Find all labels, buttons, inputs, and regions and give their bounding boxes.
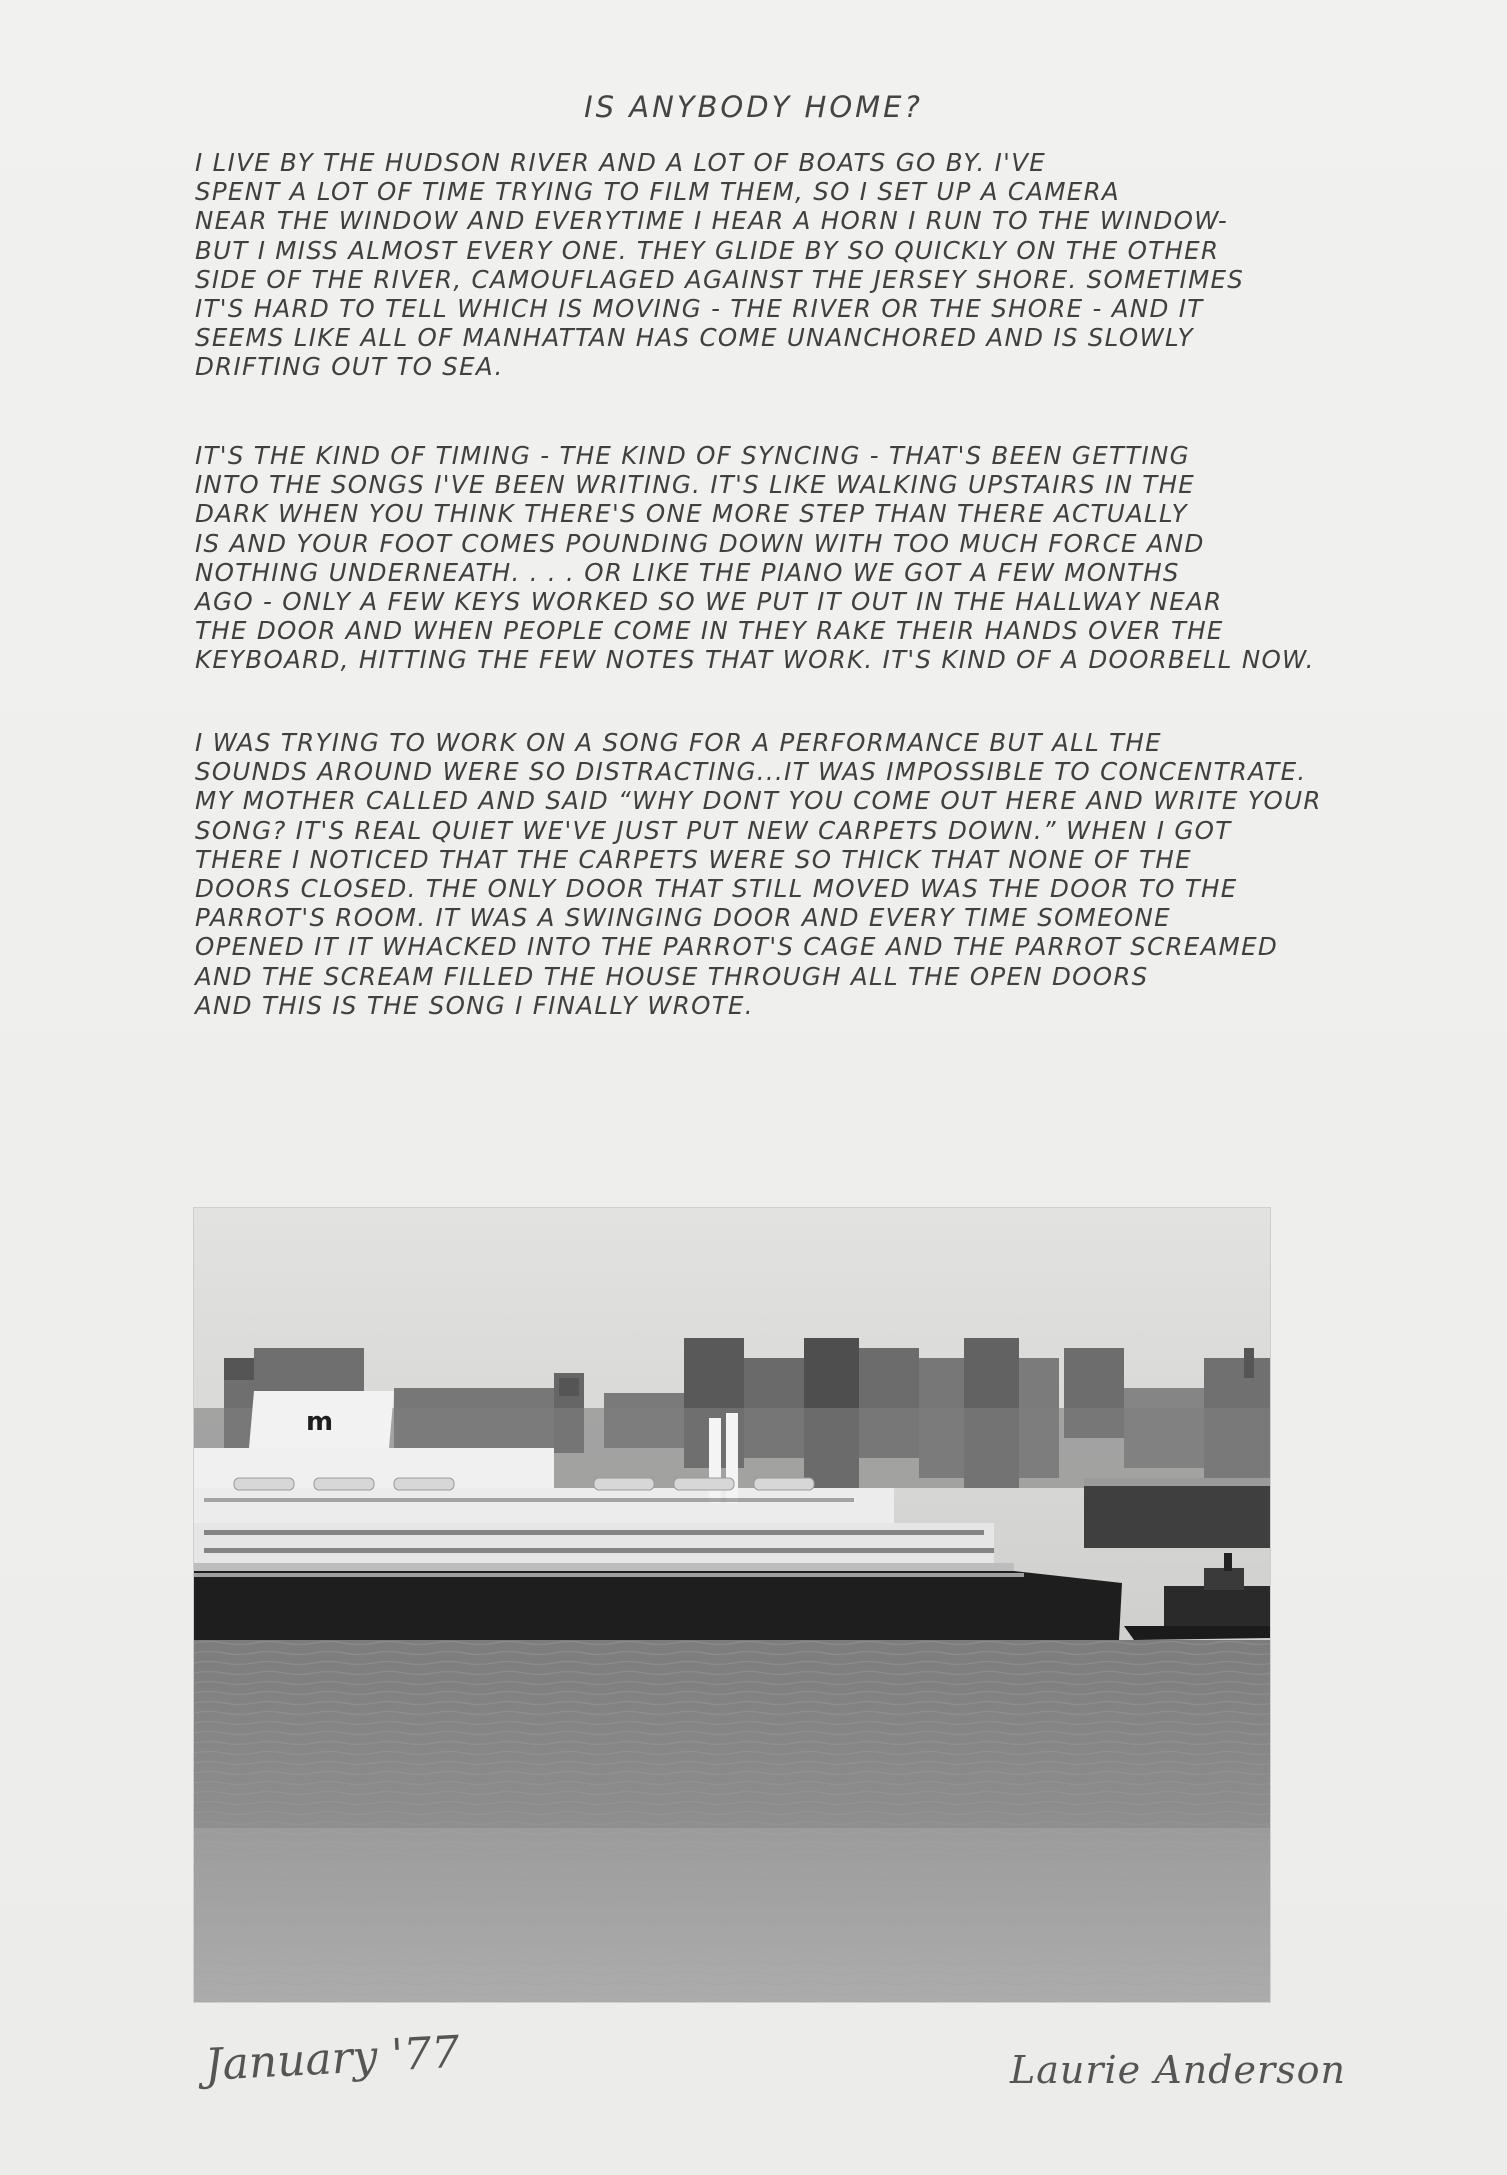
text-line: AND THE SCREAM FILLED THE HOUSE THROUGH ALL THE OPEN DOORS — [195, 961, 1149, 991]
text-line: MY MOTHER CALLED AND SAID “WHY DONT YOU COME OUT HERE AND WRITE YOUR — [195, 786, 1322, 816]
text-line: DOORS CLOSED. THE ONLY DOOR THAT STILL MOVED WAS THE DOOR TO THE — [195, 874, 1238, 904]
text-line: IT'S HARD TO TELL WHICH IS MOVING - THE RIVER OR THE SHORE - AND IT — [195, 294, 1204, 324]
text-line: SEEMS LIKE ALL OF MANHATTAN HAS COME UNANCHORED AND IS SLOWLY — [195, 323, 1194, 353]
text-line: AND THIS IS THE SONG I FINALLY WROTE. — [195, 990, 754, 1020]
text-line: BUT I MISS ALMOST EVERY ONE. THEY GLIDE BY SO QUICKLY ON THE OTHER — [195, 235, 1220, 265]
text-line: KEYBOARD, HITTING THE FEW NOTES THAT WORK. IT'S KIND OF A DOORBELL NOW. — [195, 645, 1315, 675]
paragraph-3 — [195, 728, 1345, 1020]
ship-logo: m — [306, 1407, 334, 1437]
text-line: THE DOOR AND WHEN PEOPLE COME IN THEY RAKE THEIR HANDS OVER THE — [195, 616, 1224, 646]
text-line: I LIVE BY THE HUDSON RIVER AND A LOT OF BOATS GO BY. I'VE — [195, 148, 1047, 177]
page-title: IS ANYBODY HOME? — [584, 90, 923, 124]
text-line: INTO THE SONGS I'VE BEEN WRITING. IT'S LIKE WALKING UPSTAIRS IN THE — [195, 470, 1196, 500]
artist-signature: Laurie Anderson — [1010, 2048, 1346, 2092]
text-line: SPENT A LOT OF TIME TRYING TO FILM THEM, SO I SET UP A CAMERA — [195, 177, 1120, 207]
text-line: THERE I NOTICED THAT THE CARPETS WERE SO THICK THAT NONE OF THE — [195, 844, 1192, 874]
text-line: SIDE OF THE RIVER, CAMOUFLAGED AGAINST THE JERSEY SHORE. SOMETIMES — [195, 264, 1245, 294]
paragraph-1 — [195, 148, 1345, 382]
text-line: AGO - ONLY A FEW KEYS WORKED SO WE PUT IT OUT IN THE HALLWAY NEAR — [195, 587, 1223, 617]
text-line: NEAR THE WINDOW AND EVERYTIME I HEAR A HORN I RUN TO THE WINDOW- — [195, 206, 1228, 236]
text-line: DRIFTING OUT TO SEA. — [195, 352, 504, 382]
pier-building — [1084, 1478, 1270, 1548]
text-line: IT'S THE KIND OF TIMING - THE KIND OF SYNCING - THAT'S BEEN GETTING — [195, 441, 1190, 470]
text-line: PARROT'S ROOM. IT WAS A SWINGING DOOR AND EVERY TIME SOMEONE — [195, 903, 1171, 933]
text-line: SOUNDS AROUND WERE SO DISTRACTING...IT WAS IMPOSSIBLE TO CONCENTRATE. — [195, 757, 1307, 787]
text-line: I WAS TRYING TO WORK ON A SONG FOR A PERFORMANCE BUT ALL THE — [195, 728, 1162, 757]
text-line: NOTHING UNDERNEATH. . . . OR LIKE THE PIANO WE GOT A FEW MONTHS — [195, 557, 1180, 587]
ship-photograph — [193, 1207, 1271, 2003]
text-line: SONG? IT'S REAL QUIET WE'VE JUST PUT NEW CARPETS DOWN.” WHEN I GOT — [195, 815, 1232, 845]
text-line: IS AND YOUR FOOT COMES POUNDING DOWN WITH TOO MUCH FORCE AND — [195, 528, 1205, 558]
paragraph-2 — [195, 441, 1345, 675]
text-line: OPENED IT IT WHACKED INTO THE PARROT'S CAGE AND THE PARROT SCREAMED — [195, 932, 1279, 962]
text-line: DARK WHEN YOU THINK THERE'S ONE MORE STEP THAN THERE ACTUALLY — [195, 499, 1188, 529]
handwritten-date: January '77 — [203, 2026, 461, 2091]
